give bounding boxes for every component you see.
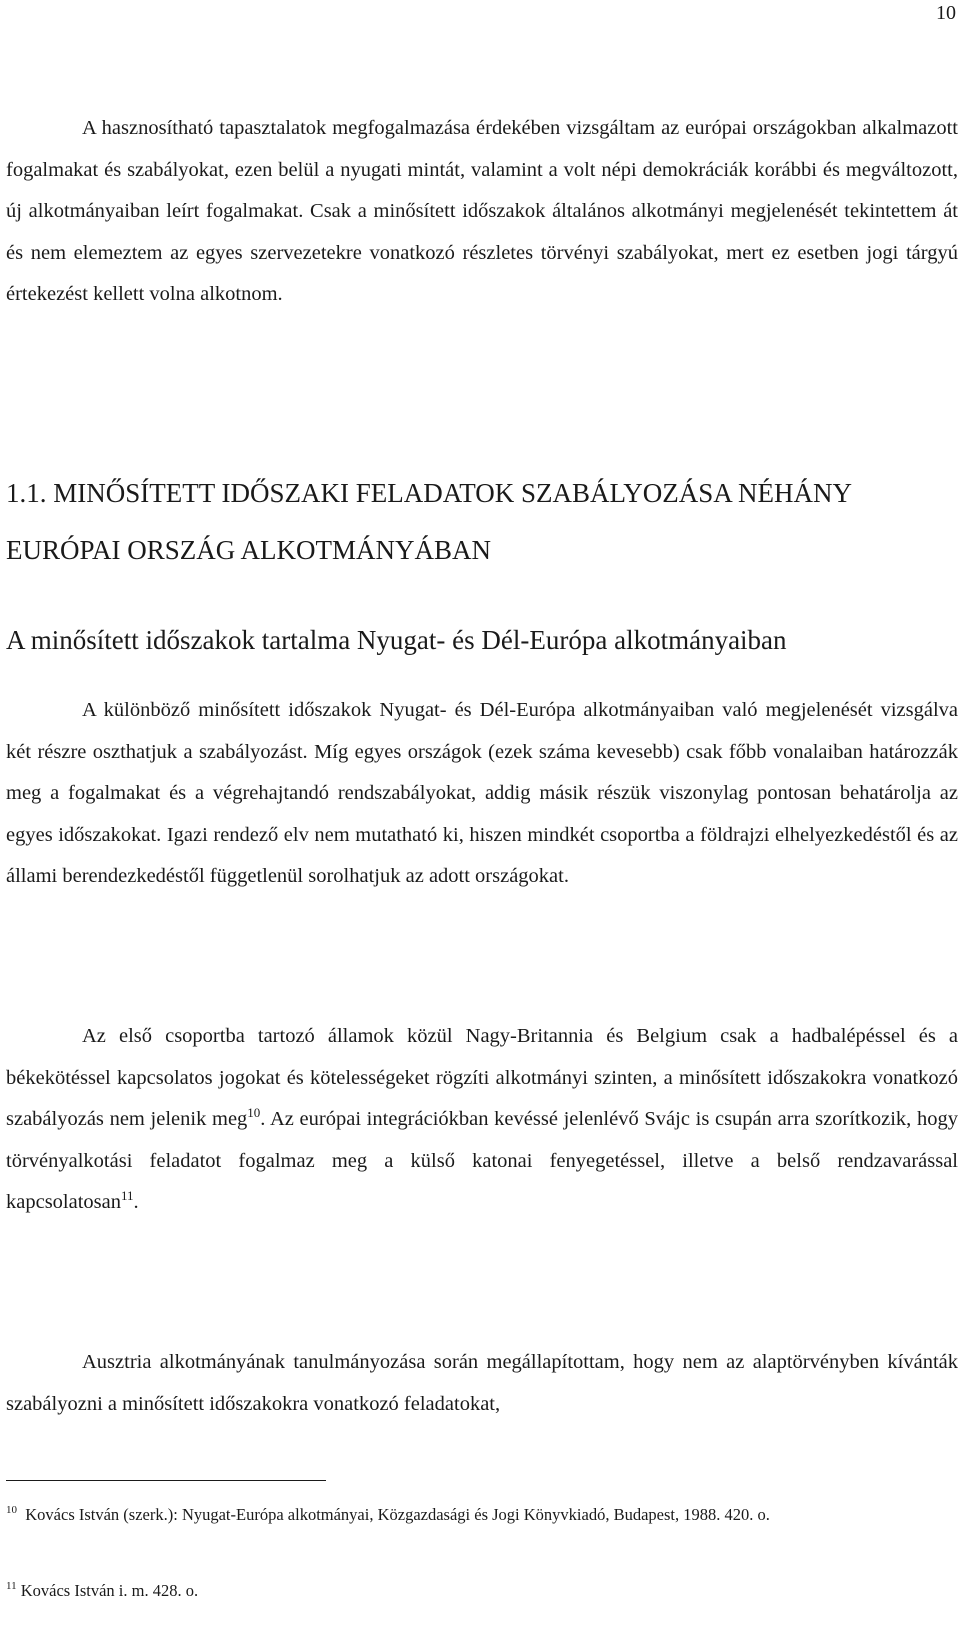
intro-paragraph: A hasznosítható tapasztalatok megfogalmazása érdekében vizsgáltam az európai országokban alkalmazott fogalmakat és szabályokat, ezen belül a nyugati mintát, valamint a volt népi demokráciák korábbi és megváltozott, új alkotmányaiban leírt fogalmakat. Csak a minősített időszakok általános alkotmányi megjelenését tekintettem át és nem elemeztem az egyes szervezetekre vonatkozó részletes törvényi szabályokat, mert ez esetben jogi tárgyú értekezést kellett volna alkotnom. xyxy=(6,117,958,305)
body-paragraph-3: Ausztria alkotmányának tanulmányozása során megállapítottam, hogy nem az alaptörvényben kívánták szabályozni a minősített időszakokra vonatkozó feladatokat, xyxy=(6,1351,958,1415)
footnote-divider xyxy=(6,1480,326,1481)
footnote-number: 11 xyxy=(6,1580,17,1592)
footnote-text: Kovács István (szerk.): Nyugat-Európa alkotmányai, Közgazdasági és Jogi Könyvkiadó, Budapest, 1988. 420. o. xyxy=(25,1505,770,1524)
footnote-ref: 10 xyxy=(247,1105,261,1120)
footnote-ref: 11 xyxy=(121,1188,134,1203)
paragraph-text: . xyxy=(133,1191,139,1213)
page-number: 10 xyxy=(936,2,956,24)
body-paragraph-2 xyxy=(6,1016,958,1224)
subsection-heading: A minősített időszakok tartalma Nyugat- és Dél-Európa alkotmányaiban xyxy=(6,625,787,655)
section-heading: 1.1. MINŐSÍTETT IDŐSZAKI FELADATOK SZABÁLYOZÁSA NÉHÁNY EURÓPAI ORSZÁG ALKOTMÁNYÁBAN xyxy=(6,478,852,565)
footnote-text: Kovács István i. m. 428. o. xyxy=(20,1581,199,1600)
body-paragraph-1: A különböző minősített időszakok Nyugat- és Dél-Európa alkotmányaiban való megjelenését vizsgálva két részre oszthatjuk a szabályozást. Míg egyes országok (ezek száma kevesebb) csak főbb vonalaiban határozzák meg a fogalmakat és a végrehajtandó rendszabályokat, addig másik részük viszonylag pontosan behatárolja az egyes időszakokat. Igazi rendező elv nem mutatható ki, hiszen mindkét csoportba a földrajzi elhelyezkedéstől és az állami berendezkedéstől függetlenül sorolhatjuk az adott országokat. xyxy=(6,699,958,887)
footnote-11 xyxy=(6,1573,958,1609)
paragraph-text: . Az európai integrációkban kevéssé jelenlévő Svájc is csupán arra szorítkozik, hogy törvényalkotási feladatot fogalmaz meg a külső katonai fenyegetéssel, illetve a belső rendzavarással kapcsolatosan xyxy=(6,1108,958,1213)
paragraph-text: Az első csoportba tartozó államok közül Nagy-Britannia és Belgium csak a hadbalépéssel és a békekötéssel kapcsolatos jogokat és kötelességeket rögzíti alkotmányi szinten, a minősített időszakokra vonatkozó szabályozás nem jelenik meg xyxy=(6,1025,958,1130)
footnote-10 xyxy=(6,1497,958,1533)
footnote-number: 10 xyxy=(6,1504,17,1516)
